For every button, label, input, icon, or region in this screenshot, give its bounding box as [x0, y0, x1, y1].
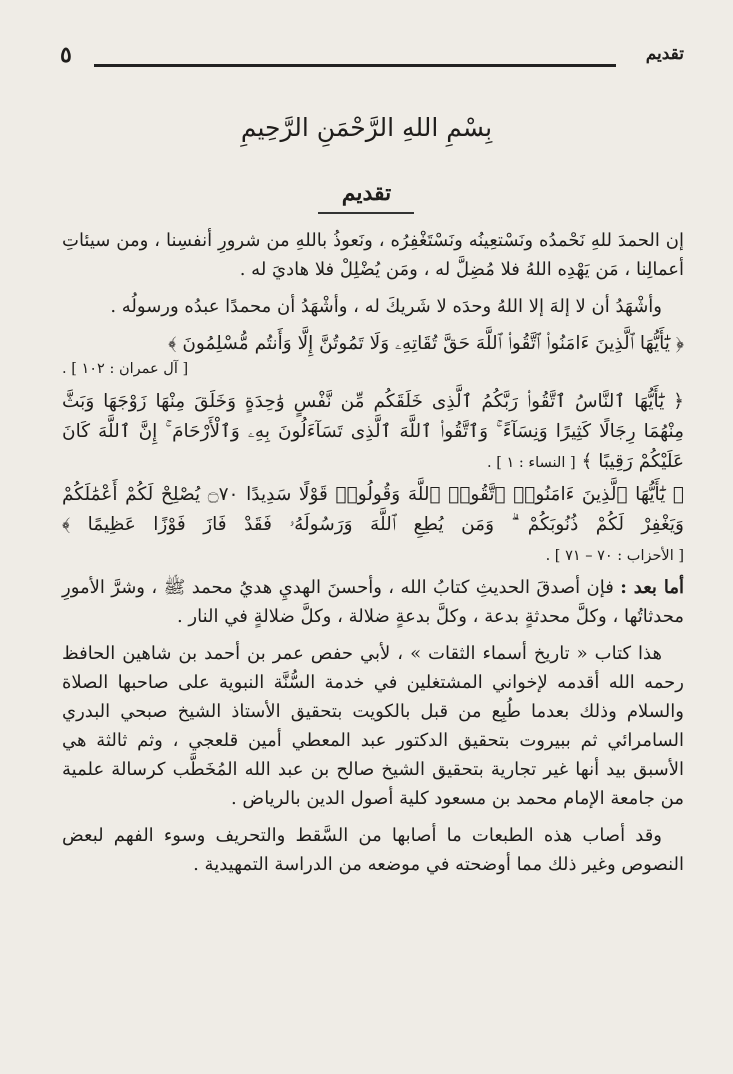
book-intro-paragraph: هذا كتاب « تاريخ أسماء الثقات » ، لأبي حفص عمر بن أحمد بن شاهين الحافظ رحمه الله أقدمه لإخواني المشتغلين في خدمة السُّنَّة النبوية على صاحبها الصلاة والسلام وذلك بعدما طُبِع من قبل بالكويت بتحقيق الأستاذ الشيخ صبحي البدري السامرائي ثم ببيروت بتحقيق الدكتور عبد المعطي أمين قلعجي ، وثم ثالثة هي الأسبق بيد أنها غير تجارية بتحقيق الشيخ صالح بن عبد الله المُخَطَّب كرسالة علمية من جامعة الإمام محمد بن مسعود كلية أصول الدين بالرياض . [62, 643, 684, 809]
running-title: تقديم [645, 44, 684, 64]
title-underline [318, 212, 414, 214]
verse-2-reference: [ النساء : ١ ] . [486, 455, 576, 471]
section-title: تقديم [341, 180, 392, 206]
page-number: ٥ [60, 42, 72, 68]
editions-paragraph: وقد أصاب هذه الطبعات ما أصابها من السَّقط والتحريف وسوء الفهم لبعض النصوص وغير ذلك مما أوضحته في موضعه من الدراسة التمهيدية . [62, 825, 684, 875]
shahada-paragraph: وأشْهَدُ أن لا إلهَ إلا اللهُ وحدَه لا شَريكَ له ، وأشْهَدُ أن محمدًا عبدُه ورسولُه . [110, 296, 662, 317]
header-rule [94, 64, 616, 67]
verse-3-reference: [ الأحزاب : ٧٠ – ٧١ ] . [545, 548, 684, 564]
quran-verse-2 [62, 387, 684, 478]
amma-bad-text: فإن أصدقَ الحديثِ كتابُ الله ، وأحسنَ الهديِ هديُ محمد ﷺ ، وشرَّ الأمورِ محدثاتُها ، وكلَّ محدثةٍ بدعة ، وكلَّ بدعةٍ ضلالة ، وكلَّ ضلالةٍ في النار . [62, 577, 684, 627]
quran-verse-3 [62, 480, 684, 571]
amma-bad-lead: أما بعد : [620, 577, 684, 598]
page-header [54, 42, 684, 72]
page-body [62, 226, 684, 887]
verse-1-reference: [ آل عمران : ١٠٢ ] . [62, 361, 189, 377]
verse-3-text: ﴿ يَٰٓأَيُّهَا ٱلَّذِينَ ءَامَنُوا۟ ٱتَّقُوا۟ ٱللَّهَ وَقُولُوا۟ قَوْلًا سَدِيدًا ۝٧٠ يُصْلِحْ لَكُمْ أَعْمَٰلَكُمْ وَيَغْفِرْ لَكُمْ ذُنُوبَكُمْ ۗ وَمَن يُطِعِ ٱللَّهَ وَرَسُولَهُۥ فَقَدْ فَازَ فَوْزًا عَظِيمًا ﴾ [62, 484, 684, 535]
quran-verse-1: ﴿ يَٰٓأَيُّهَا ٱلَّذِينَ ءَامَنُوا۟ ٱتَّقُوا۟ ٱللَّهَ حَقَّ تُقَاتِهِۦ وَلَا تَمُوتُنَّ إِلَّا وَأَنتُم مُّسْلِمُونَ ﴾ [168, 333, 684, 354]
basmala: بِسْمِ اللهِ الرَّحْمَنِ الرَّحِيمِ [240, 113, 493, 142]
opening-paragraph: إن الحمدَ للهِ نَحْمدُه ونَسْتعِينُه ونَسْتَغْفِرُه ، ونَعوذُ باللهِ من شرورِ أنفسِنا ، ومن سيئاتِ أعمالِنا ، مَن يَهْدِه اللهُ فلا مُضِلَّ له ، ومَن يُضْلِلْ فلا هاديَ له . [62, 230, 684, 280]
verse-2-text: ﴿ يَٰٓأَيُّهَا ٱلنَّاسُ ٱتَّقُوا۟ رَبَّكُمُ ٱلَّذِى خَلَقَكُم مِّن نَّفْسٍ وَٰحِدَةٍ وَخَلَقَ مِنْهَا زَوْجَهَا وَبَثَّ مِنْهُمَا رِجَالًا كَثِيرًا وَنِسَآءً ۚ وَٱتَّقُوا۟ ٱللَّهَ ٱلَّذِى تَسَآءَلُونَ بِهِۦ وَٱلْأَرْحَامَ ۚ إِنَّ ٱللَّهَ كَانَ عَلَيْكُمْ رَقِيبًا ﴾ [62, 391, 684, 472]
amma-bad-paragraph [62, 573, 684, 631]
